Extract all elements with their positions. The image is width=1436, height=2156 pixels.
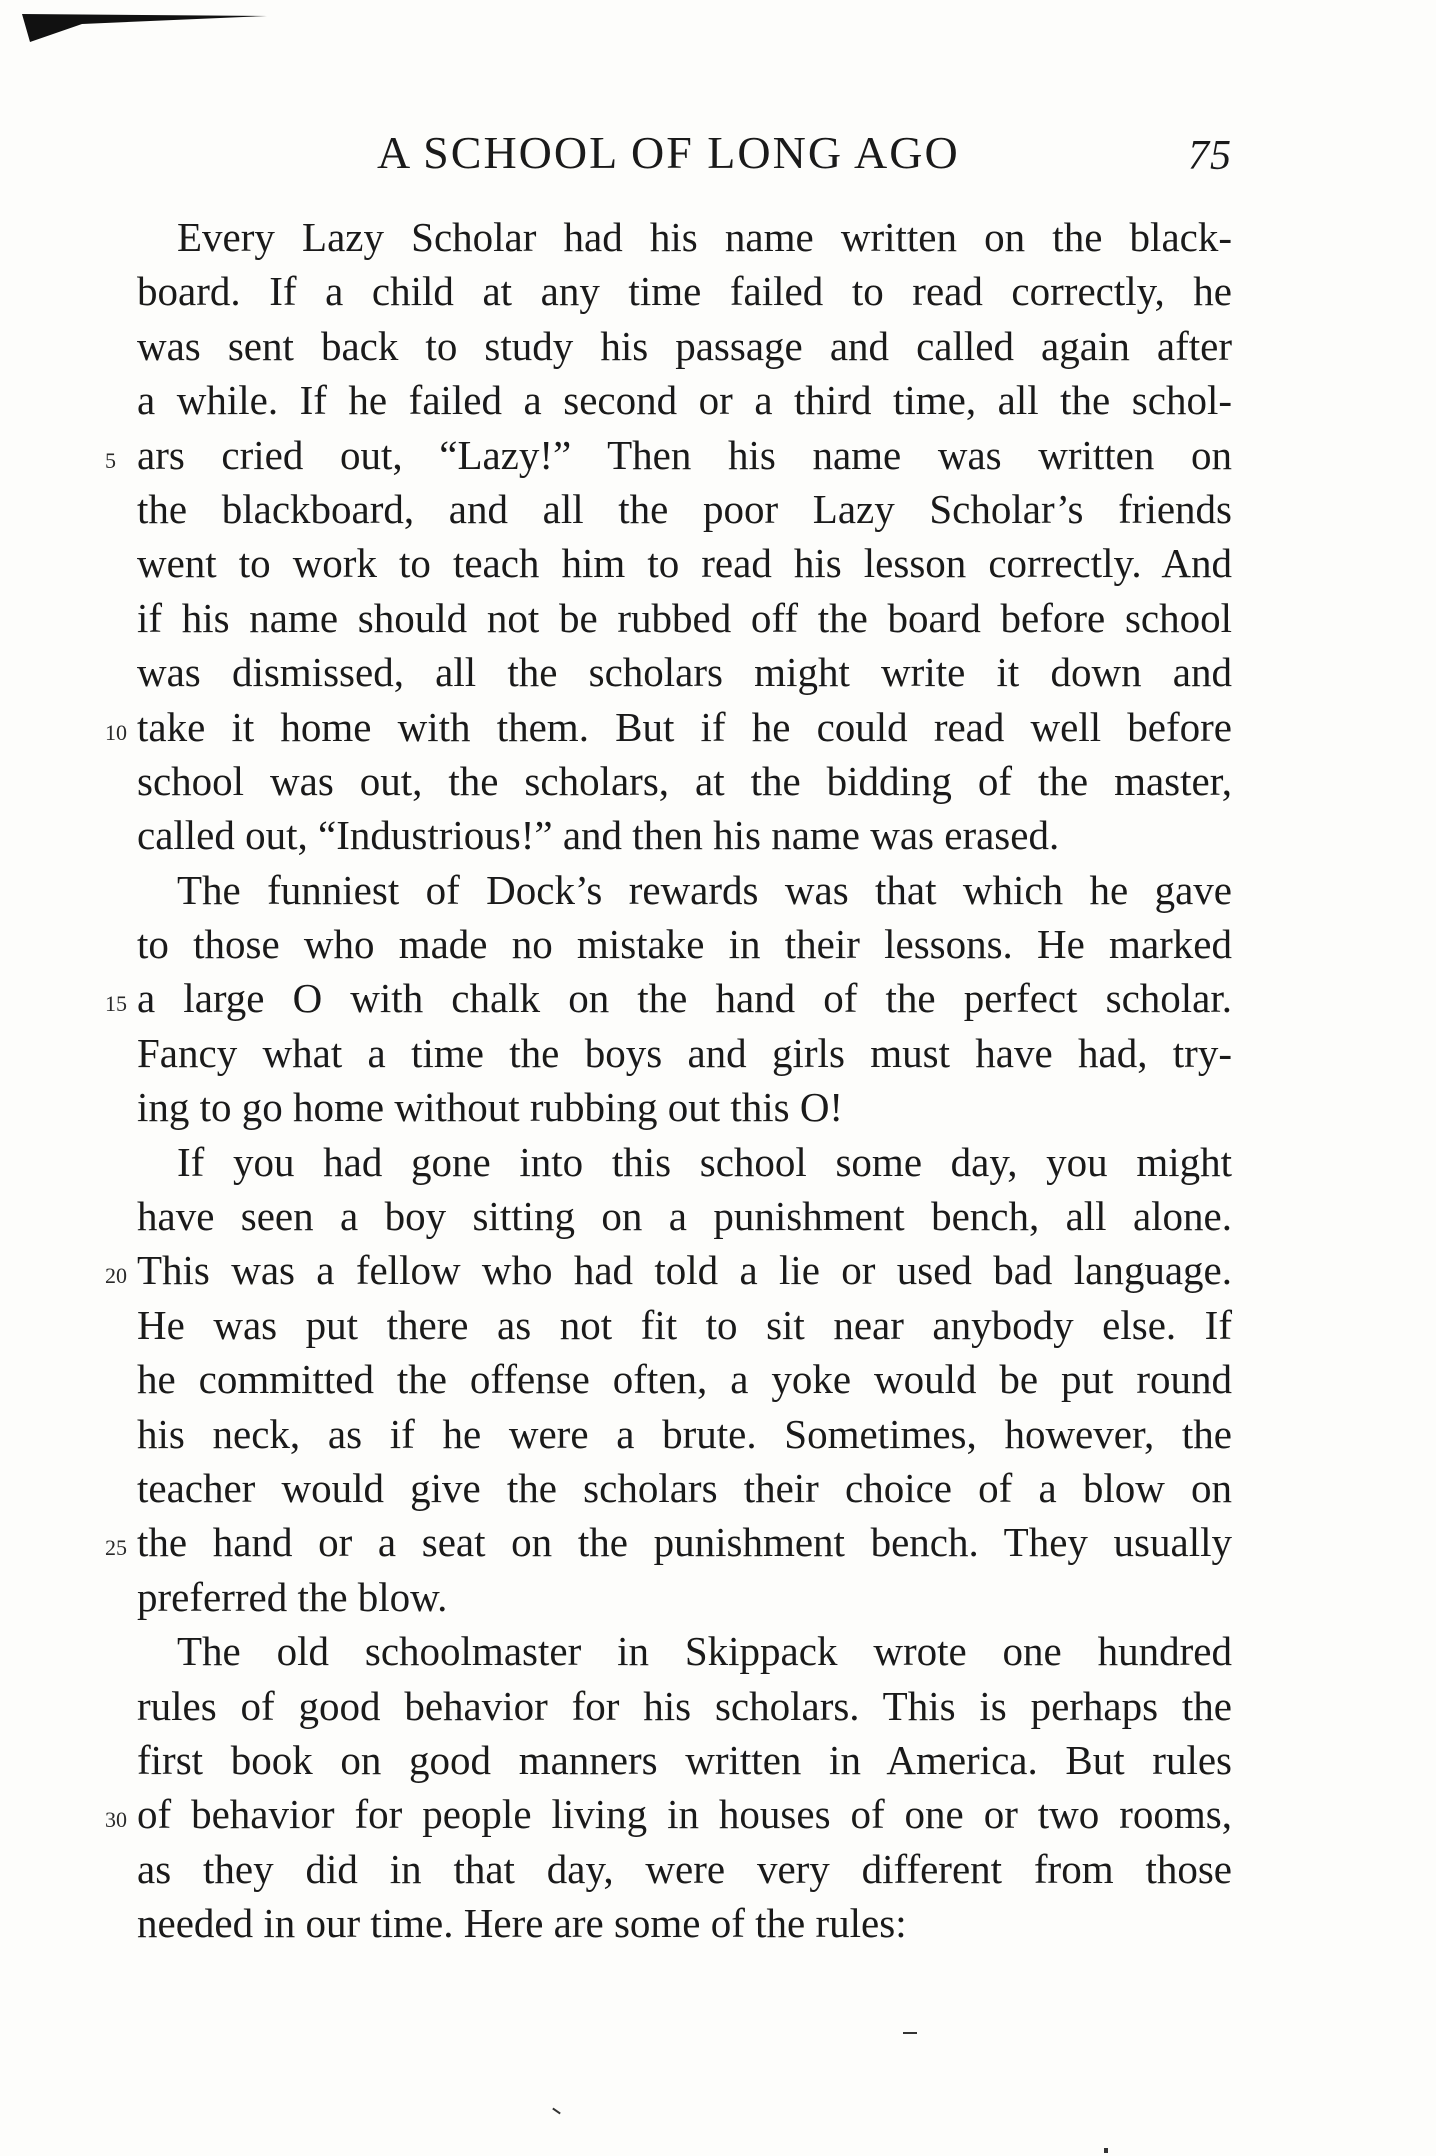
- text-line: went to work to teach him to read his lesson correctly. And: [137, 540, 1232, 587]
- text-line: board. If a child at any time failed to read correctly, he: [137, 268, 1232, 315]
- text-line: needed in our time. Here are some of the rules:: [137, 1900, 907, 1947]
- line-number: 5: [105, 447, 116, 473]
- line-number: 30: [105, 1807, 127, 1833]
- page-number: 75: [1188, 133, 1232, 179]
- running-header: [137, 126, 1232, 186]
- line-number: 25: [105, 1535, 127, 1561]
- text-line: He was put there as not fit to sit near anybody else. If: [137, 1301, 1232, 1348]
- line-number: 10: [105, 719, 127, 745]
- text-line: The funniest of Dock’s rewards was that which he gave: [177, 866, 1232, 913]
- text-line: if his name should not be rubbed off the board before school: [137, 594, 1232, 641]
- text-line: to those who made no mistake in their lessons. He marked: [137, 921, 1232, 968]
- text-line: The old schoolmaster in Skippack wrote one hundred: [177, 1628, 1232, 1675]
- text-line: If you had gone into this school some day, you might: [177, 1138, 1232, 1185]
- text-line: first book on good manners written in America. But rules: [137, 1736, 1232, 1783]
- text-line: 20 This was a fellow who had told a lie or used bad language.: [137, 1243, 1232, 1297]
- text-line: preferred the blow.: [137, 1573, 448, 1620]
- text-line: a while. If he failed a second or a third time, all the schol-: [137, 377, 1232, 424]
- text-line: 25 the hand or a seat on the punishment bench. They usually: [137, 1515, 1232, 1569]
- text-line: 10 take it home with them. But if he could read well before: [137, 700, 1232, 754]
- text-line: his neck, as if he were a brute. Sometimes, however, the: [137, 1410, 1232, 1457]
- ink-speck: [903, 2032, 917, 2034]
- line-number: 20: [105, 1263, 127, 1289]
- text-line: Fancy what a time the boys and girls must have had, try-: [137, 1029, 1232, 1076]
- text-line: the blackboard, and all the poor Lazy Scholar’s friends: [137, 485, 1232, 532]
- text-line: called out, “Industrious!” and then his name was erased.: [137, 812, 1060, 859]
- text-line: was sent back to study his passage and called again after: [137, 322, 1232, 369]
- text-line: rules of good behavior for his scholars. This is perhaps the: [137, 1682, 1232, 1729]
- text-line: as they did in that day, were very different from those: [137, 1845, 1232, 1892]
- ink-speck: [1104, 2148, 1108, 2153]
- text-line: Every Lazy Scholar had his name written on the black-: [177, 214, 1232, 260]
- line-number: 15: [105, 991, 127, 1017]
- text-line: was dismissed, all the scholars might write it down and: [137, 649, 1232, 696]
- ink-speck: [552, 2108, 561, 2115]
- running-title: A SCHOOL OF LONG AGO: [377, 127, 960, 178]
- text-line: 5 ars cried out, “Lazy!” Then his name was written on: [137, 428, 1232, 482]
- text-line: 30 of behavior for people living in houses of one or two rooms,: [137, 1787, 1232, 1841]
- text-line: he committed the offense often, a yoke would be put round: [137, 1356, 1232, 1403]
- text-line: ing to go home without rubbing out this O!: [137, 1084, 844, 1131]
- body-text: [105, 210, 1232, 1951]
- text-line: teacher would give the scholars their choice of a blow on: [137, 1464, 1232, 1511]
- text-line: school was out, the scholars, at the bidding of the master,: [137, 757, 1232, 804]
- scan-ink-mark: [22, 10, 267, 44]
- text-line: 15 a large O with chalk on the hand of the perfect scholar.: [137, 971, 1232, 1025]
- text-line: have seen a boy sitting on a punishment bench, all alone.: [137, 1193, 1232, 1240]
